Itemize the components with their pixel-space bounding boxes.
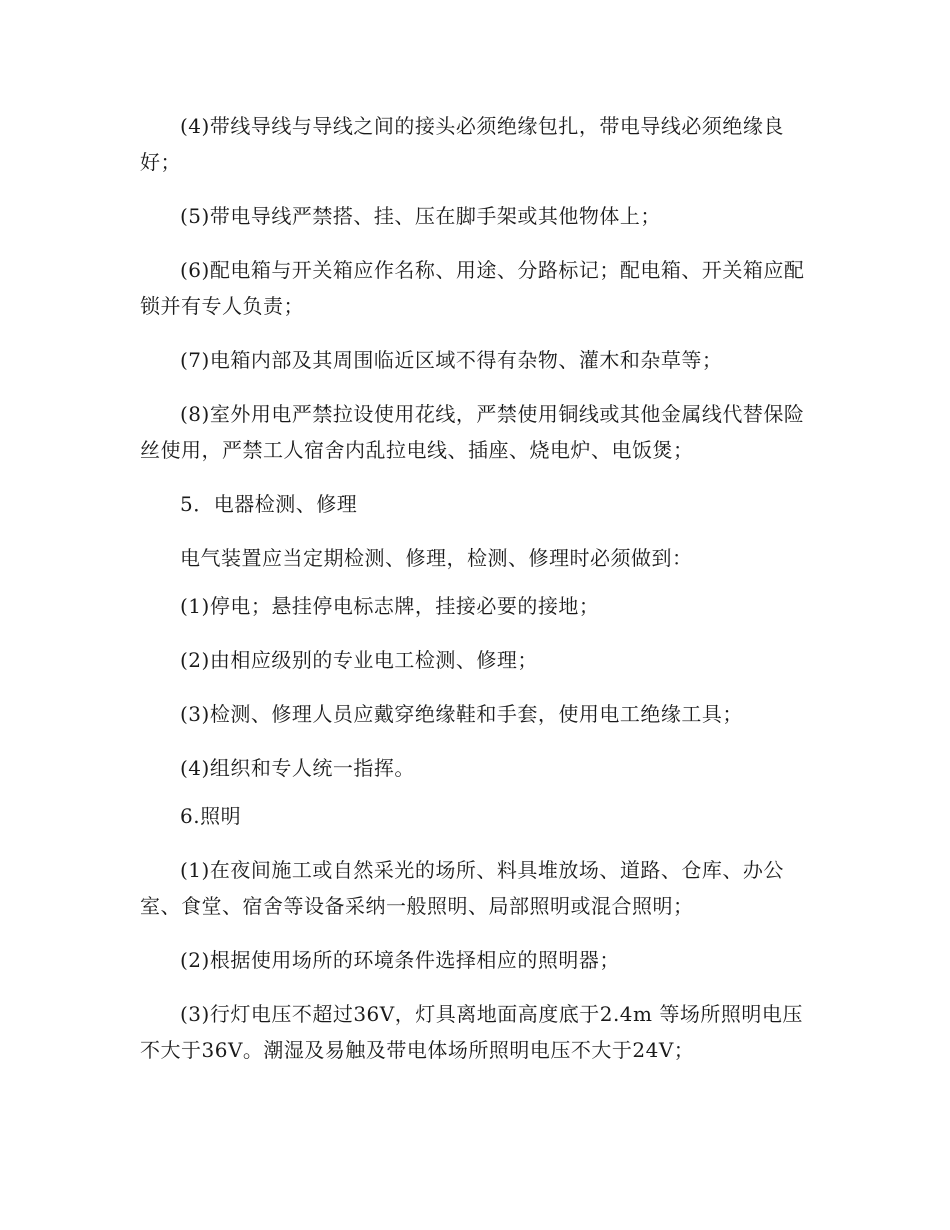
paragraph-item-3-voltage-limits: (3)行灯电压不超过36V，灯具离地面高度底于2.4m 等场所照明电压不大于36V。潮湿及易触及带电体场所照明电压不大于24V；	[140, 1002, 803, 1062]
paragraph-item-1-power-off: (1)停电；悬挂停电标志牌，挂接必要的接地；	[180, 594, 600, 618]
paragraph-item-7-clear-area: (7)电箱内部及其周围临近区域不得有杂物、灌木和杂草等；	[180, 348, 723, 372]
paragraph-inspection-intro: 电气装置应当定期检测、修理，检测、修理时必须做到：	[180, 546, 693, 570]
paragraph-item-4-unified-command: (4)组织和专人统一指挥。	[180, 756, 415, 780]
section-heading-inspection-repair: 5．电器检测、修理	[180, 492, 358, 516]
paragraph-item-1-night-lighting: (1)在夜间施工或自然采光的场所、料具堆放场、道路、仓库、办公室、食堂、宿舍等设备采纳一般照明、局部照明或混合照明；	[140, 858, 784, 918]
paragraph-item-3-protective-gear: (3)检测、修理人员应戴穿绝缘鞋和手套，使用电工绝缘工具；	[180, 702, 743, 726]
paragraph-item-4-joint-insulation: (4)带线导线与导线之间的接头必须绝缘包扎，带电导线必须绝缘良好；	[140, 114, 784, 174]
paragraph-item-6-box-labels: (6)配电箱与开关箱应作名称、用途、分路标记；配电箱、开关箱应配锁并有专人负责；	[140, 258, 805, 318]
paragraph-item-5-no-hanging: (5)带电导线严禁搭、挂、压在脚手架或其他物体上；	[180, 204, 661, 228]
paragraph-item-8-outdoor-wiring: (8)室外用电严禁拉设使用花线，严禁使用铜线或其他金属线代替保险丝使用，严禁工人宿舍内乱拉电线、插座、烧电炉、电饭煲；	[140, 402, 805, 462]
paragraph-item-2-qualified-electrician: (2)由相应级别的专业电工检测、修理；	[180, 648, 538, 672]
section-heading-lighting: 6.照明	[180, 804, 242, 828]
paragraph-item-2-fixture-selection: (2)根据使用场所的环境条件选择相应的照明器；	[180, 948, 620, 972]
